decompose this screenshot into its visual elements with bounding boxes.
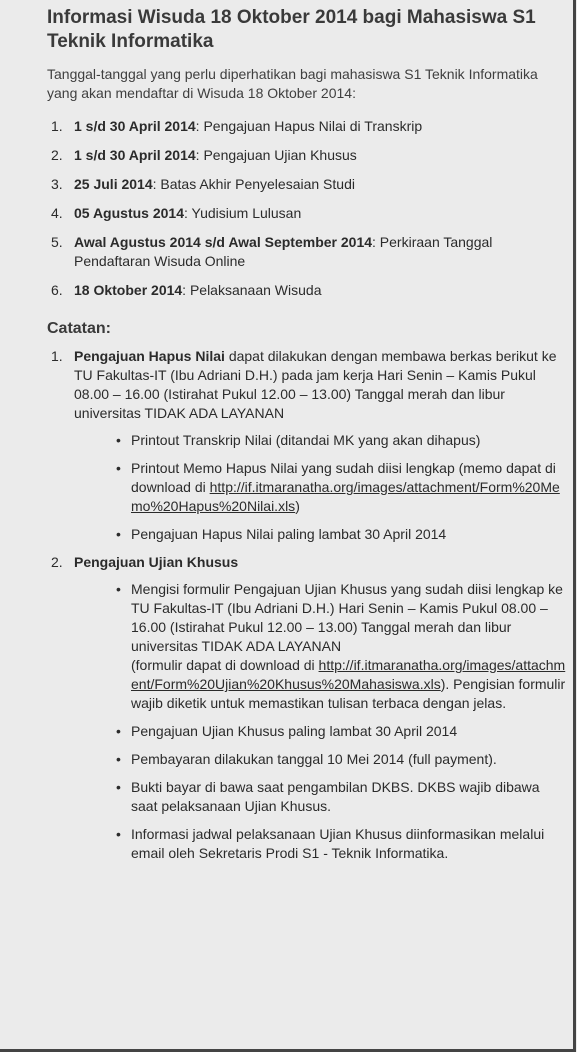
date-description: : Perkiraan Tanggal Pendaftaran Wisuda Online: [74, 234, 493, 269]
bullet-item: [74, 722, 567, 741]
date-item: [47, 233, 557, 271]
date-description: : Yudisium Lulusan: [183, 205, 302, 221]
important-dates-list: [47, 117, 557, 310]
date-item: [47, 175, 557, 194]
bullet-list: [74, 580, 567, 863]
date-item: [47, 146, 557, 165]
bullet-item: [74, 825, 567, 863]
list-number: 4.: [51, 205, 63, 221]
page-title: Informasi Wisuda 18 Oktober 2014 bagi Mahasiswa S1 Teknik Informatika: [47, 7, 536, 52]
bullet-icon: •: [116, 581, 121, 597]
bullet-text-2: (formulir dapat di download di: [131, 657, 315, 673]
bullet-item: [74, 431, 567, 450]
date-label: 1 s/d 30 April 2014: [74, 147, 196, 163]
list-number: 1.: [51, 348, 63, 364]
list-number: 5.: [51, 234, 63, 250]
notes-list: [47, 347, 567, 872]
bullet-text: Mengisi formulir Pengajuan Ujian Khusus yang sudah diisi lengkap ke TU Fakultas-IT (Ibu Adriani D.H.) Hari Senin – Kamis Pukul 08.00 – 16.00 (Istirahat Pukul 12.00 – 13.00) Tanggal merah dan libur universitas TIDAK ADA LAYANAN: [131, 581, 563, 654]
bullet-text-end: ). Pengisian formulir wajib diketik untuk memastikan tulisan terbaca dengan jelas.: [131, 676, 566, 711]
date-label: 05 Agustus 2014: [74, 205, 184, 221]
bullet-text: Informasi jadwal pelaksanaan Ujian Khusus diinformasikan melalui email oleh Sekretaris Prodi S1 - Teknik Informatika.: [131, 826, 545, 861]
bullet-text-end: ): [295, 498, 300, 514]
note-text: dapat dilakukan dengan membawa berkas berikut ke TU Fakultas-IT (Ibu Adriani D.H.) pada jam kerja Hari Senin – Kamis Pukul 08.00 – 16.00 (Istirahat Pukul 12.00 – 13.00) Tanggal merah dan libur universitas TIDAK ADA LAYANAN: [74, 348, 557, 421]
date-label: 1 s/d 30 April 2014: [74, 118, 196, 134]
bullet-icon: •: [116, 779, 121, 795]
bullet-item: [74, 525, 567, 544]
date-description: : Batas Akhir Penyelesaian Studi: [152, 176, 355, 192]
bullet-icon: •: [116, 826, 121, 842]
bullet-icon: •: [116, 526, 121, 542]
bullet-icon: •: [116, 751, 121, 767]
date-label: Awal Agustus 2014 s/d Awal September 2014: [74, 234, 373, 250]
list-number: 6.: [51, 282, 63, 298]
note-heading: Pengajuan Ujian Khusus: [74, 554, 239, 570]
intro-text: Tanggal-tanggal yang perlu diperhatikan bagi mahasiswa S1 Teknik Informatika yang akan mendaftar di Wisuda 18 Oktober 2014:: [47, 66, 538, 101]
bullet-text: Pengajuan Ujian Khusus paling lambat 30 April 2014: [131, 723, 458, 739]
bullet-text: Pengajuan Hapus Nilai paling lambat 30 April 2014: [131, 526, 447, 542]
bullet-text: Bukti bayar di bawa saat pengambilan DKBS. DKBS wajib dibawa saat pelaksanaan Ujian Khusus.: [131, 779, 540, 814]
form-download-link[interactable]: http://if.itmaranatha.org/images/attachment/Form%20Ujian%20Khusus%20Mahasiswa.xls: [131, 657, 566, 692]
bullet-icon: •: [116, 723, 121, 739]
note-item: [47, 347, 567, 544]
notes-heading: Catatan:: [47, 320, 112, 337]
bullet-item: [74, 580, 567, 713]
bullet-item: [74, 459, 567, 516]
bullet-text: Printout Transkrip Nilai (ditandai MK yang akan dihapus): [131, 432, 481, 448]
bullet-item: [74, 750, 567, 769]
bullet-item: [74, 778, 567, 816]
note-item: [47, 553, 567, 863]
list-number: 3.: [51, 176, 63, 192]
date-description: : Pelaksanaan Wisuda: [182, 282, 322, 298]
bullet-text: Pembayaran dilakukan tanggal 10 Mei 2014 (full payment).: [131, 751, 497, 767]
memo-download-link[interactable]: http://if.itmaranatha.org/images/attachment/Form%20Memo%20Hapus%20Nilai.xls: [131, 479, 560, 514]
date-label: 25 Juli 2014: [74, 176, 153, 192]
list-number: 2.: [51, 147, 63, 163]
date-item: [47, 117, 557, 136]
list-number: 1.: [51, 118, 63, 134]
date-item: [47, 281, 557, 300]
date-description: : Pengajuan Hapus Nilai di Transkrip: [195, 118, 423, 134]
note-heading: Pengajuan Hapus Nilai: [74, 348, 225, 364]
list-number: 2.: [51, 554, 63, 570]
bullet-list: [74, 431, 567, 544]
bullet-icon: •: [116, 432, 121, 448]
date-item: [47, 204, 557, 223]
date-label: 18 Oktober 2014: [74, 282, 183, 298]
bullet-text: Printout Memo Hapus Nilai yang sudah diisi lengkap (memo dapat di download di: [131, 460, 556, 495]
bullet-icon: •: [116, 460, 121, 476]
date-description: : Pengajuan Ujian Khusus: [195, 147, 357, 163]
